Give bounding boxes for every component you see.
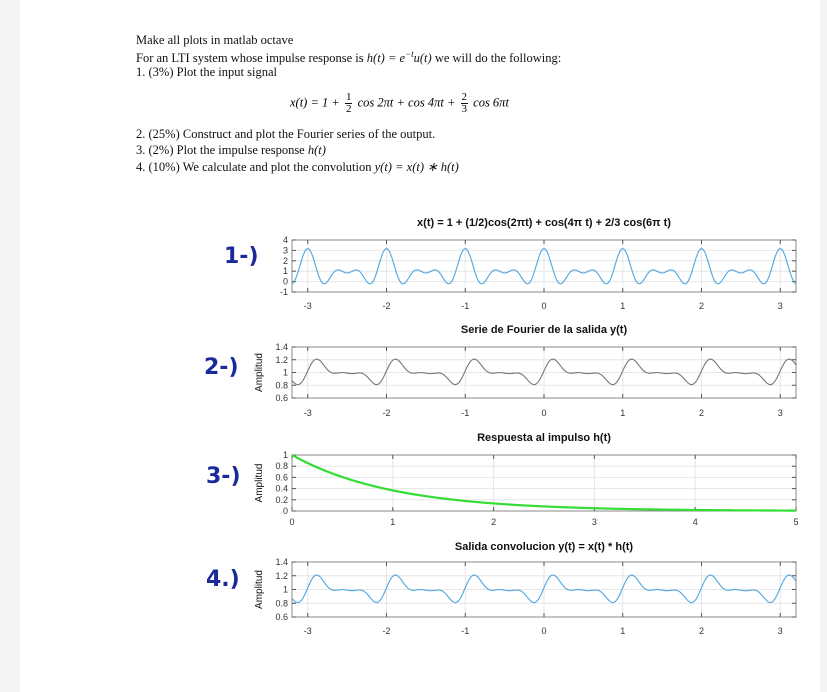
chart-4-title: Salida convolucion y(t) = x(t) * h(t) xyxy=(454,541,634,553)
chart-1-xtick-label-3: 0 xyxy=(541,301,547,311)
chart-1-xtick-label-5: 2 xyxy=(698,301,705,311)
chart-1-ytick-label-5: 4 xyxy=(282,235,288,245)
chart-3-xtick-label-4: 4 xyxy=(692,517,698,527)
chart-3-ytick-label-5: 1 xyxy=(282,450,288,460)
chart-4-xtick-label-1: -2 xyxy=(382,626,391,636)
chart-1-ytick-label-1: 0 xyxy=(282,276,288,287)
doc-item-3-math: h(t) xyxy=(307,143,326,157)
chart-2-xtick-label-6: 3 xyxy=(777,408,783,418)
chart-4-xtick-label-4: 1 xyxy=(620,626,626,636)
chart-3-xtick-label-2: 2 xyxy=(491,517,497,527)
fraction-2-denominator: 3 xyxy=(461,103,468,115)
impulse-response-exponent: −t xyxy=(405,49,414,59)
chart-4-xtick-label-0: -3 xyxy=(303,626,312,636)
handwritten-label-1: 1-) xyxy=(224,244,259,269)
chart-2-ytick-label-1: 0.8 xyxy=(275,380,288,391)
chart-1-xtick-label-6: 3 xyxy=(777,301,783,311)
chart-1-xtick-label-2: -1 xyxy=(461,301,470,311)
chart-3-frame xyxy=(292,455,796,511)
chart-1-ytick-label-2: 1 xyxy=(282,266,288,277)
chart-3-xtick-label-1: 1 xyxy=(390,517,396,527)
chart-1-xtick-label-0: -3 xyxy=(303,301,312,311)
chart-4-ytick-label-0: 0.6 xyxy=(275,612,288,622)
doc-line-2-pre: For an LTI system whose impulse response is xyxy=(136,51,367,66)
chart-3-title: Respuesta al impulso h(t) xyxy=(477,432,611,444)
chart-2-xtick-label-2: -1 xyxy=(461,408,470,418)
chart-2-ytick-label-2: 1 xyxy=(282,367,288,378)
chart-2-ytick-label-4: 1.4 xyxy=(275,342,288,352)
chart-3-series-line xyxy=(292,455,796,511)
chart-1-ytick-label-4: 3 xyxy=(282,245,288,256)
chart-2-xtick-label-5: 2 xyxy=(698,408,705,418)
chart-4-xtick-label-3: 0 xyxy=(541,626,547,636)
fraction-1-denominator: 2 xyxy=(345,103,352,115)
chart-2-ytick-label-3: 1.2 xyxy=(275,354,288,365)
doc-item-4-math: y(t) = x(t) ∗ h(t) xyxy=(374,160,459,174)
doc-line-2-post: we will do the following: xyxy=(431,51,562,66)
chart-4-xtick-label-2: -1 xyxy=(461,626,470,636)
chart-4-ytick-label-1: 0.8 xyxy=(275,598,288,609)
chart-1-xtick-label-1: -2 xyxy=(382,301,391,311)
fraction-1-numerator: 1 xyxy=(345,91,352,103)
handwritten-label-4: 4.) xyxy=(206,567,240,592)
doc-item-4-pre: 4. (10%) We calculate and plot the convolution xyxy=(136,160,375,174)
handwritten-label-2: 2-) xyxy=(204,355,239,380)
chart-3-xtick-label-0: 0 xyxy=(289,517,295,527)
chart-3-ytick-label-4: 0.8 xyxy=(275,461,288,472)
formula-end: cos 6πt xyxy=(470,95,509,110)
doc-item-3-pre: 3. (2%) Plot the impulse response xyxy=(136,143,308,157)
impulse-response-math: h(t) = e xyxy=(366,51,406,66)
chart-3-ytick-label-1: 0.2 xyxy=(275,494,288,505)
impulse-response-step: u(t) xyxy=(413,51,432,66)
chart-4-ytick-label-2: 1 xyxy=(282,584,288,595)
chart-3-xtick-label-5: 5 xyxy=(793,517,799,527)
chart-4-ytick-label-3: 1.2 xyxy=(275,570,288,581)
chart-1-xtick-label-4: 1 xyxy=(620,301,626,311)
chart-3-ylabel: Amplitud xyxy=(254,463,265,503)
doc-item-1: 1. (3%) Plot the input signal xyxy=(136,65,277,79)
handwritten-label-3: 3-) xyxy=(206,464,241,489)
doc-item-2: 2. (25%) Construct and plot the Fourier series of the output. xyxy=(136,127,436,141)
chart-4-xtick-label-5: 2 xyxy=(698,626,705,636)
chart-1-ytick-label-0: -1 xyxy=(279,287,288,297)
chart-2-xtick-label-0: -3 xyxy=(303,408,312,418)
doc-line-1: Make all plots in matlab octave xyxy=(136,33,294,47)
formula-middle: cos 2πt + cos 4πt + xyxy=(354,95,459,110)
chart-1-ytick-label-3: 2 xyxy=(282,255,288,266)
chart-4-ylabel: Amplitud xyxy=(254,570,265,609)
chart-4-ytick-label-4: 1.4 xyxy=(275,557,288,567)
chart-2-xtick-label-1: -2 xyxy=(382,408,391,418)
chart-3-ytick-label-3: 0.6 xyxy=(275,472,288,483)
chart-3-ytick-label-0: 0 xyxy=(282,506,288,516)
chart-4-xtick-label-6: 3 xyxy=(777,626,783,636)
fraction-2-numerator: 2 xyxy=(461,91,468,103)
chart-2-xtick-label-3: 0 xyxy=(541,408,547,418)
chart-2-title: Serie de Fourier de la salida y(t) xyxy=(460,324,628,336)
chart-3-ytick-label-2: 0.4 xyxy=(275,483,288,494)
chart-2-ytick-label-0: 0.6 xyxy=(275,393,288,403)
chart-1-title: x(t) = 1 + (1/2)cos(2πt) + cos(4π t) + 2/3 cos(6π t) xyxy=(417,217,671,229)
chart-2-ylabel: Amplitud xyxy=(254,353,265,392)
formula-lhs: x(t) = 1 + xyxy=(290,95,343,110)
chart-3-xtick-label-3: 3 xyxy=(591,517,597,527)
chart-2-xtick-label-4: 1 xyxy=(620,408,626,418)
